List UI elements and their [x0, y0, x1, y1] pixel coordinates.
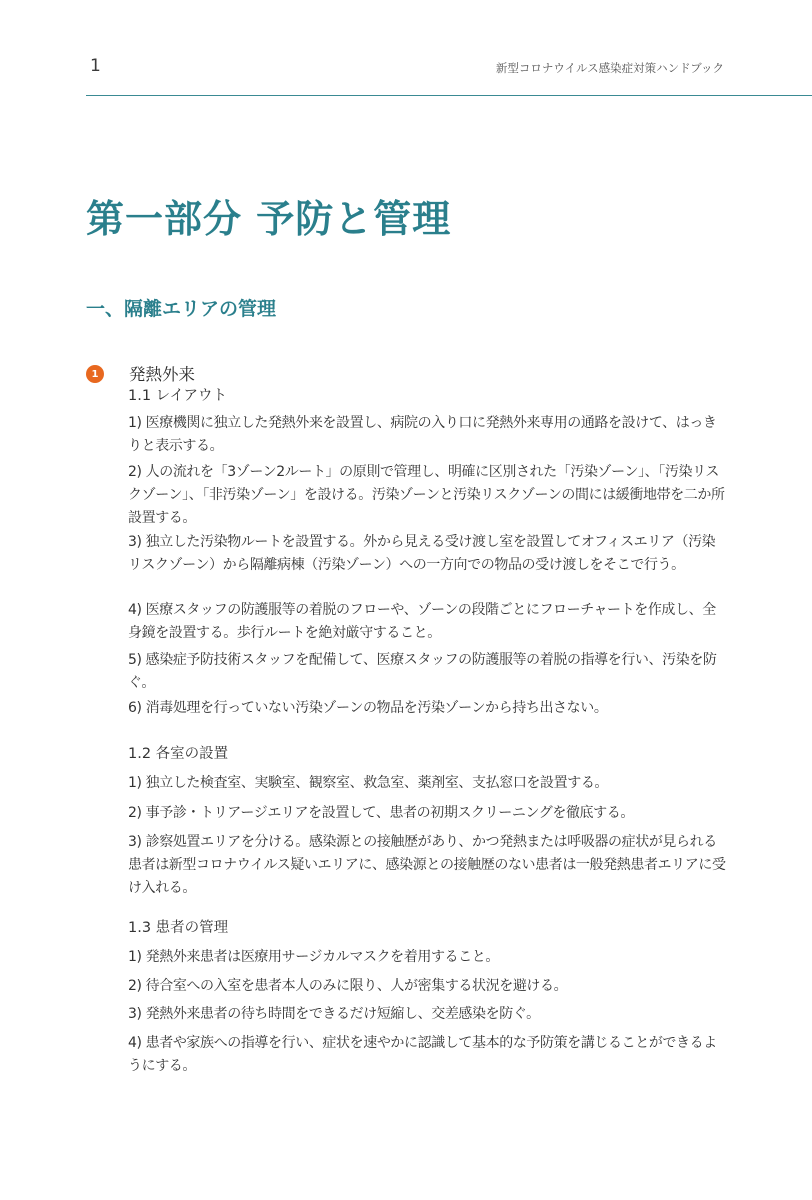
- paragraph: [128, 461, 728, 530]
- paragraph-text: 4) 医療スタッフの防護服等の着脱のフローや、ゾーンの段階ごとにフローチャートを作成し、全身鏡を設置する。歩行ルートを絶対厳守すること。: [128, 602, 716, 641]
- subsection-patients: [128, 917, 728, 939]
- page-number: 1: [90, 56, 101, 76]
- paragraph: [128, 1003, 728, 1026]
- paragraph-text: 3) 発熱外来患者の待ち時間をできるだけ短縮し、交差感染を防ぐ。: [128, 1006, 540, 1022]
- subsection-layout: [128, 385, 728, 407]
- subsection-heading: 1.1 レイアウト: [128, 388, 228, 404]
- part-title: 第一部分 予防と管理: [86, 197, 452, 241]
- paragraph: [128, 599, 728, 645]
- section-heading: 一、隔離エリアの管理: [86, 298, 277, 320]
- paragraph: [128, 531, 728, 577]
- paragraph: [128, 946, 728, 969]
- paragraph: [128, 697, 728, 720]
- paragraph: [128, 772, 728, 795]
- paragraph-text: 2) 事予診・トリアージエリアを設置して、患者の初期スクリーニングを徹底する。: [128, 805, 634, 821]
- paragraph: [128, 831, 728, 900]
- paragraph-text: 3) 診察処置エリアを分ける。感染源との接触歴があり、かつ発熱または呼吸器の症状が見られる患者は新型コロナウイルス疑いエリアに、感染源との接触歴のない患者は一般発熱患者エリアに受け入れる。: [128, 834, 726, 896]
- paragraph-text: 1) 医療機関に独立した発熱外来を設置し、病院の入り口に発熱外来専用の通路を設けて、はっきりと表示する。: [128, 415, 717, 454]
- item-title: 発熱外来: [129, 365, 195, 384]
- paragraph-text: 1) 独立した検査室、実験室、観察室、救急室、薬剤室、支払窓口を設置する。: [128, 775, 609, 791]
- paragraph: [128, 975, 728, 998]
- running-title: 新型コロナウイルス感染症対策ハンドブック: [495, 61, 724, 75]
- paragraph: [128, 1032, 728, 1078]
- paragraph: [128, 412, 728, 458]
- numbered-circle-icon: 1: [86, 365, 104, 383]
- header-divider: [86, 95, 812, 96]
- paragraph-text: 4) 患者や家族への指導を行い、症状を速やかに認識して基本的な予防策を講じることができるようにする。: [128, 1035, 717, 1074]
- subsection-heading: 1.3 患者の管理: [128, 920, 229, 936]
- paragraph: [128, 649, 728, 695]
- subsection-rooms: [128, 743, 728, 765]
- paragraph: [128, 802, 728, 825]
- paragraph-text: 5) 感染症予防技術スタッフを配備して、医療スタッフの防護服等の着脱の指導を行い、汚染を防ぐ。: [128, 652, 717, 691]
- paragraph-text: 1) 発熱外来患者は医療用サージカルマスクを着用すること。: [128, 949, 499, 965]
- paragraph-text: 2) 待合室への入室を患者本人のみに限り、人が密集する状況を避ける。: [128, 978, 568, 994]
- page-header: [0, 0, 812, 96]
- paragraph-text: 3) 独立した汚染物ルートを設置する。外から見える受け渡し室を設置してオフィスエリア（汚染リスクゾーン）から隔離病棟（汚染ゾーン）への一方向での物品の受け渡しをそこで行う。: [128, 534, 716, 573]
- subsection-heading: 1.2 各室の設置: [128, 746, 229, 762]
- paragraph-text: 2) 人の流れを「3ゾーン2ルート」の原則で管理し、明確に区別された「汚染ゾーン」、「汚染リスクゾーン」、「非汚染ゾーン」を設ける。汚染ゾーンと汚染リスクゾーンの間には緩衝地帯を二か所設置する。: [128, 464, 725, 526]
- paragraph-text: 6) 消毒処理を行っていない汚染ゾーンの物品を汚染ゾーンから持ち出さない。: [128, 700, 608, 716]
